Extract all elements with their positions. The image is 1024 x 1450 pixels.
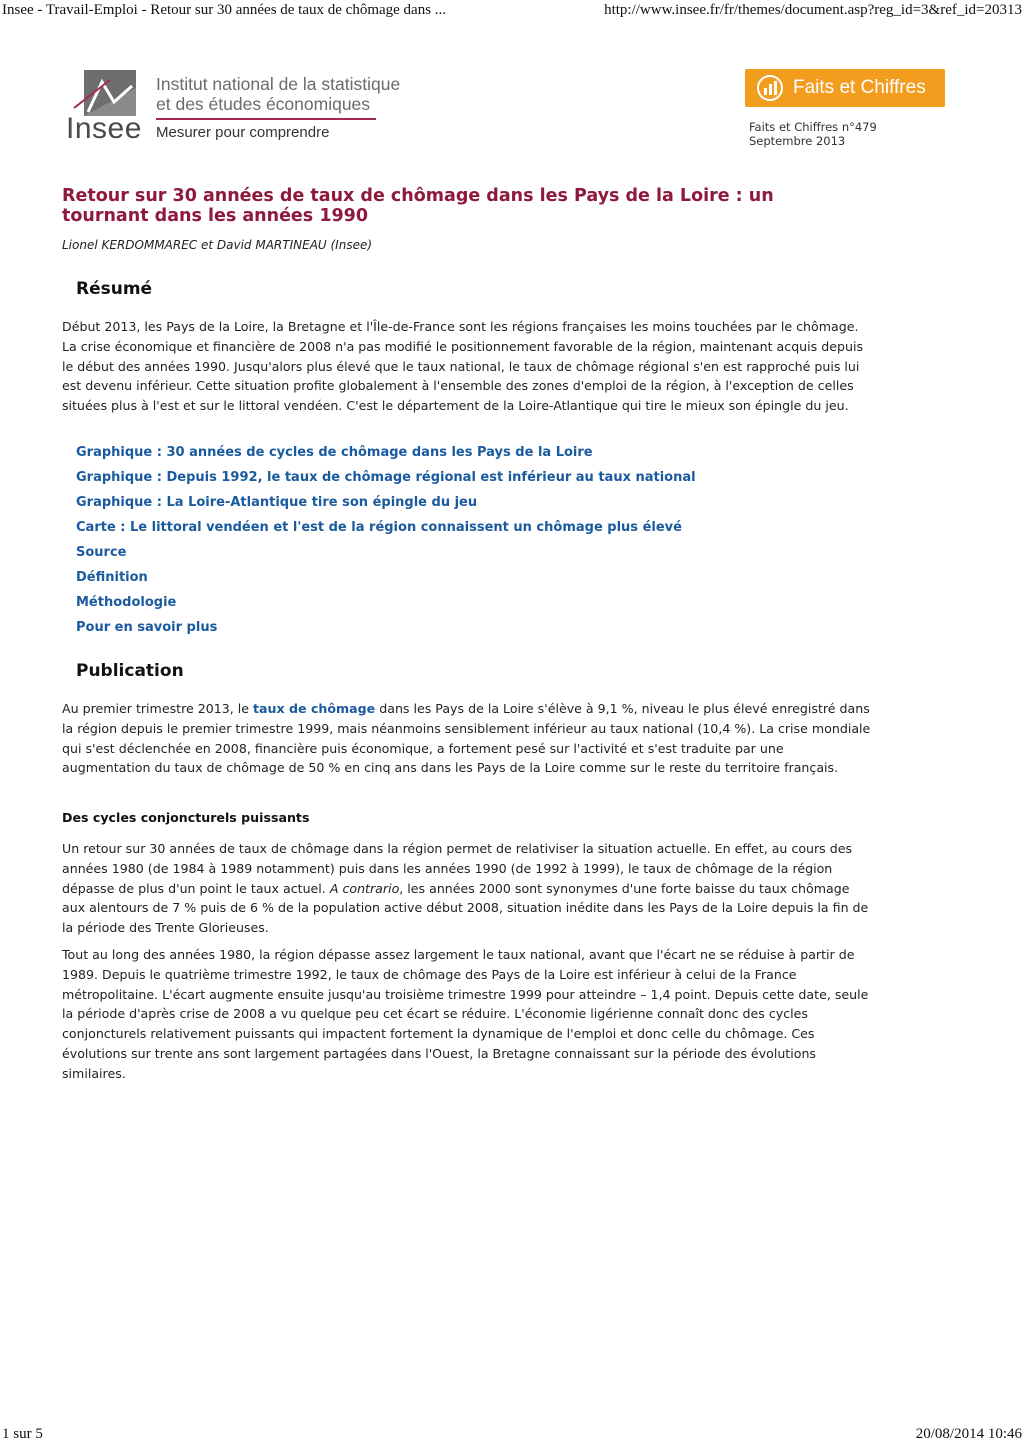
institute-name-line2: et des études économiques (156, 94, 371, 114)
p1-text-before: Au premier trimestre 2013, le (62, 701, 254, 716)
page-count: 1 sur 5 (2, 1426, 43, 1442)
taux-de-chomage-link[interactable]: taux de chômage (253, 701, 376, 716)
print-header-title: Insee - Travail-Emploi - Retour sur 30 années de taux de chômage dans ... (2, 2, 447, 18)
link-source[interactable]: Source (76, 545, 127, 560)
article-authors: Lionel KERDOMMAREC et David MARTINEAU (Insee) (62, 238, 373, 252)
insee-wordmark: Insee (66, 112, 142, 145)
print-footer (0, 1426, 1024, 1446)
logo-tagline: Mesurer pour comprendre (156, 124, 330, 141)
print-datetime: 20/08/2014 10:46 (915, 1426, 1022, 1442)
logo-divider (156, 118, 376, 120)
institute-name-line1: Institut national de la statistique (156, 74, 401, 94)
insee-logo[interactable] (66, 68, 411, 148)
p1-text-after: dans les Pays de la Loire s'élève à 9,1 %, niveau le plus élevé enregistré dans la région depuis le premier trimestre 1999, mais néanmoins sensiblement inférieur au taux national (10,4 %). La crise mondiale qui s'est déclenchée en 2008, financière puis économique, a fortement pesé sur l'activité et s'est traduite par une augmentation du taux de chômage de 50 % en cinq ans dans les Pays de la Loire comme sur le reste du territoire français. (62, 701, 871, 776)
link-further-reading[interactable]: Pour en savoir plus (76, 620, 218, 635)
article-links (76, 445, 696, 645)
link-graph-loire-atlantique[interactable]: Graphique : La Loire-Atlantique tire son épingle du jeu (76, 495, 478, 510)
print-header (0, 2, 1024, 22)
issue-info (749, 120, 877, 148)
subheading-cycles: Des cycles conjoncturels puissants (62, 810, 310, 825)
section-heading-resume: Résumé (76, 279, 153, 299)
publication-paragraph-1 (62, 699, 872, 778)
section-heading-publication: Publication (76, 661, 184, 681)
statistics-icon (757, 75, 783, 101)
publication-paragraph-3: Tout au long des années 1980, la région dépasse assez largement le taux national, avant que l'écart ne se réduise à partir de 1989. Depuis le quatrième trimestre 1992, le taux de chômage des Pays de la Loire est inférieur à celui de la France métropolitaine. L'écart augmente ensuite jusqu'au troisième trimestre 1999 pour atteindre – 1,4 point. Depuis cette date, seule la période d'après crise de 2008 a vu quelque peu cet écart se réduire. L'économie ligérienne connaît donc des cycles conjoncturels relativement puissants qui impactent fortement la dynamique de l'emploi et donc celle du chômage. Ces évolutions sur trente ans sont largement partagées dans l'Ouest, la Bretagne connaissant sur la période des évolutions similaires. (62, 947, 869, 1081)
institute-name (156, 74, 411, 114)
resume-paragraph: Début 2013, les Pays de la Loire, la Bretagne et l'Île-de-France sont les régions françaises les moins touchées par le chômage. La crise économique et financière de 2008 n'a pas modifié le positionnement favorable de la région, maintenant acquis depuis le début des années 1990. Jusqu'alors plus élevé que le taux national, le taux de chômage régional s'en est rapproché puis lui est devenu inférieur. Cette situation profite globalement à l'ensemble des zones d'emploi de la région, à l'exception de celles situées plus à l'est et sur le littoral vendéen. C'est le département de la Loire-Atlantique qui tire le mieux son épingle du jeu. (62, 319, 864, 414)
print-header-url: http://www.insee.fr/fr/themes/document.asp?reg_id=3&ref_id=20313 (604, 2, 1022, 18)
link-definition[interactable]: Définition (76, 570, 148, 585)
p2-text-before: Un retour sur 30 années de taux de chômage dans la région permet de relativiser la situation actuelle. En effet, au cours des années 1980 (de 1984 à 1989 notamment) puis dans les années 1990 (de 1992 à 1999), le taux de chômage de la région dépasse de plus d'un point le taux actuel. (62, 841, 853, 896)
link-methodology[interactable]: Méthodologie (76, 595, 177, 610)
link-map-littoral[interactable]: Carte : Le littoral vendéen et l'est de la région connaissent un chômage plus élevé (76, 520, 682, 535)
link-graph-30-years[interactable]: Graphique : 30 années de cycles de chômage dans les Pays de la Loire (76, 445, 593, 460)
issue-number: Faits et Chiffres n°479 (749, 120, 877, 134)
p2-italic: A contrario (329, 880, 400, 896)
issue-date: Septembre 2013 (749, 134, 846, 148)
publication-paragraph-2 (62, 839, 872, 938)
badge-label: Faits et Chiffres (793, 77, 926, 98)
p2-text-after: , les années 2000 sont synonymes d'une forte baisse du taux chômage aux alentours de 7 % puis de 6 % de la population active début 2008, situation inédite dans les Pays de la Loire depuis la fin de la période des Trente Glorieuses. (62, 880, 869, 936)
faits-et-chiffres-badge (745, 69, 945, 107)
article-title: Retour sur 30 années de taux de chômage dans les Pays de la Loire : un tournant dans les années 1990 (62, 186, 774, 226)
insee-logo-icon (66, 68, 138, 118)
link-graph-since-1992[interactable]: Graphique : Depuis 1992, le taux de chômage régional est inférieur au taux national (76, 470, 696, 485)
